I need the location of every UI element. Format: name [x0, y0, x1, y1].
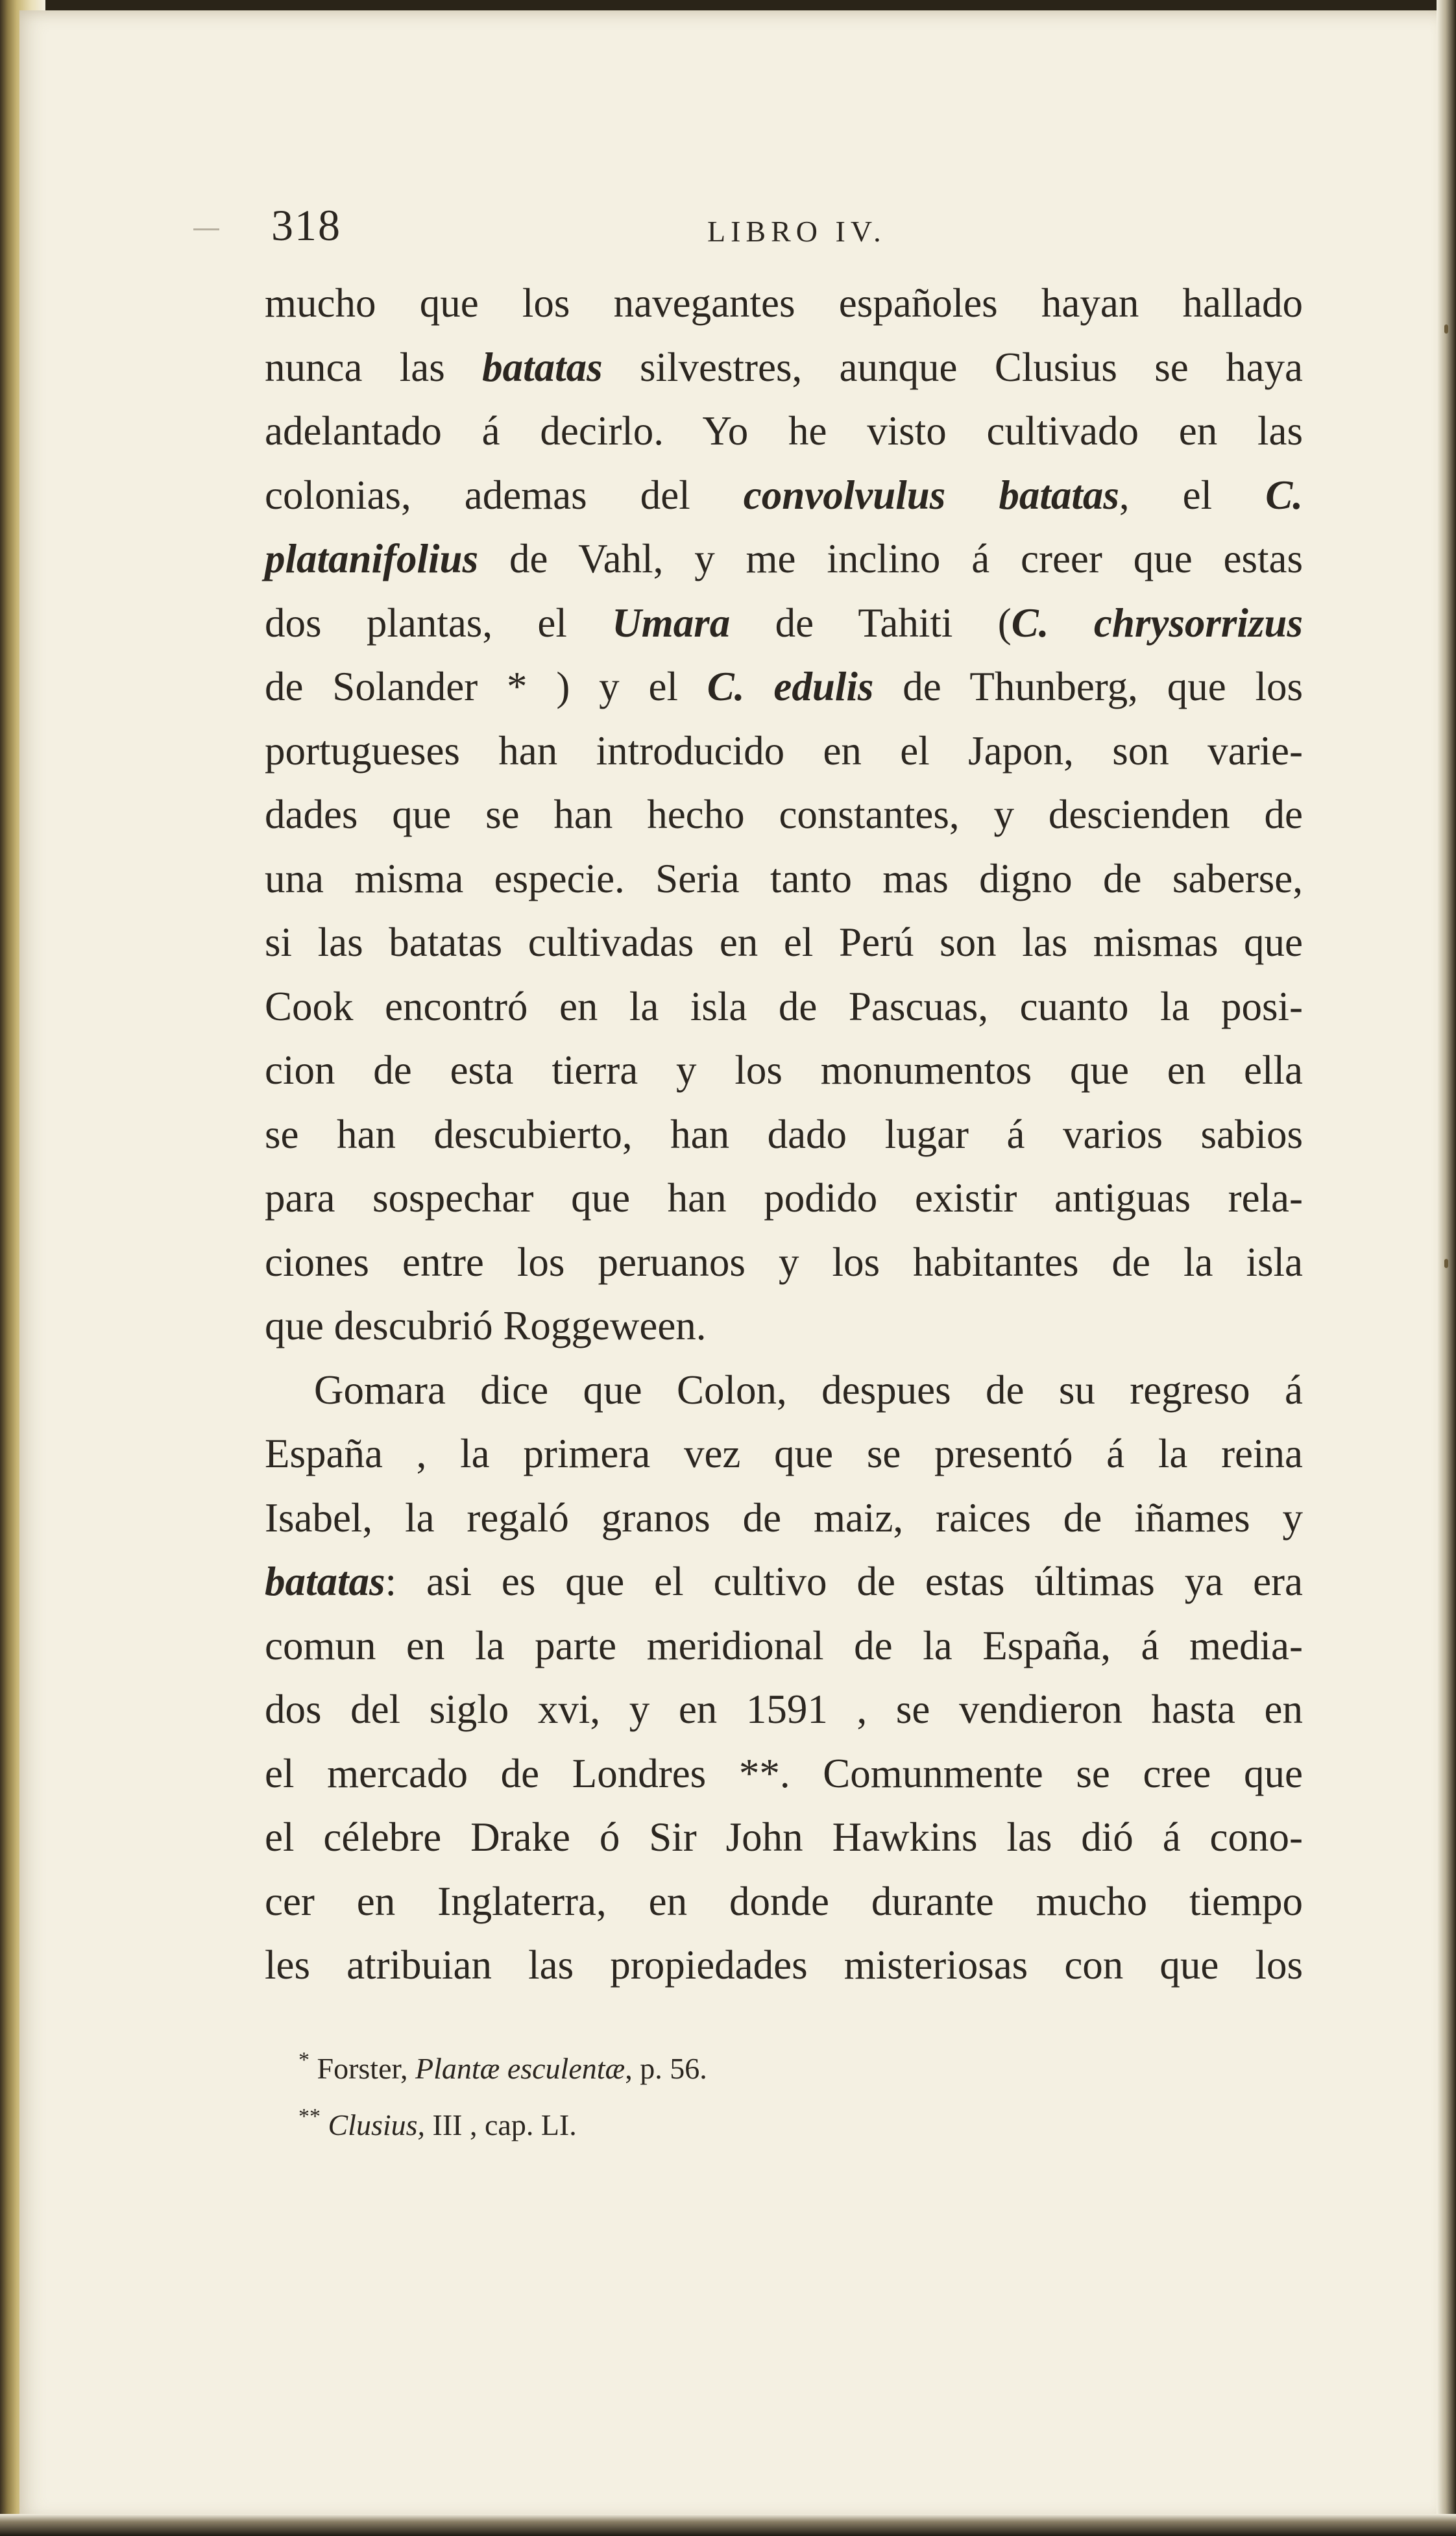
text-run: el célebre Drake ó Sir John Hawkins las dió á cono- [265, 1814, 1303, 1860]
text-run: si las batatas cultivadas en el Perú son las mismas que [265, 920, 1303, 965]
text-line [265, 1677, 1303, 1742]
text-run: ciones entre los peruanos y los habitantes de la isla [265, 1239, 1303, 1285]
text-run: les atribuian las propiedades misteriosas con que los [265, 1942, 1303, 1988]
text-run: portugueses han introducido en el Japon, son varie- [265, 727, 1303, 774]
text-line [265, 783, 1303, 847]
text-line [265, 1294, 1303, 1358]
text-line [265, 1230, 1303, 1295]
ink-speck [1444, 1259, 1448, 1268]
footnote-text: III , cap. LI. [425, 2108, 577, 2141]
text-run: nunca las [265, 344, 483, 390]
text-line [265, 527, 1303, 591]
text-run: que descubrió Roggeween. [265, 1303, 707, 1348]
text-run: , el [1119, 472, 1266, 518]
text-run: de Tahiti ( [730, 600, 1012, 646]
footnote-text: , p. 56. [625, 2052, 707, 2085]
text-line [265, 1038, 1303, 1103]
text-line [265, 1614, 1303, 1678]
text-run: España , la primera vez que se presentó á la reina [265, 1431, 1303, 1476]
text-line [265, 719, 1303, 783]
text-run: de Vahl, y me inclino á creer que estas [478, 536, 1303, 581]
page-bottom-edge [0, 2514, 1456, 2536]
text-run: una misma especie. Seria tanto mas digno de saberse, [265, 855, 1303, 901]
italic-term: C. edulis [707, 664, 874, 709]
text-line [265, 591, 1303, 655]
text-line [265, 1805, 1303, 1870]
italic-term: batatas [482, 344, 603, 390]
text-line [265, 335, 1303, 400]
text-line [265, 271, 1303, 335]
italic-term: C. [1265, 472, 1303, 518]
text-line [265, 1870, 1303, 1934]
text-run: el mercado de Londres **. Comunmente se cree que [265, 1750, 1303, 1796]
page-number: 318 [271, 201, 341, 250]
text-run: para sospechar que han podido existir antiguas rela- [265, 1175, 1303, 1221]
text-run: dades que se han hecho constantes, y descienden de [265, 792, 1303, 837]
text-run: cer en Inglaterra, en donde durante mucho tiempo [265, 1878, 1303, 1924]
footnote-mark: * [298, 2048, 309, 2072]
text-run: comun en la parte meridional de la España, á media- [265, 1622, 1303, 1668]
text-run: mucho que los navegantes españoles hayan hallado [265, 280, 1303, 326]
italic-term: C. chrysorrizus [1011, 600, 1303, 646]
footnotes [298, 2036, 1272, 2149]
text-run: adelantado á decirlo. Yo he visto cultivado en las [265, 408, 1303, 454]
italic-term: platanifolius [265, 536, 479, 581]
footnote-italic: Plantæ esculentæ [415, 2052, 625, 2085]
text-run: colonias, ademas del [265, 472, 744, 518]
margin-dash [193, 228, 219, 230]
text-line [265, 399, 1303, 463]
text-run: Gomara dice que Colon, despues de su regreso á [314, 1367, 1303, 1413]
text-line [265, 1550, 1303, 1614]
italic-term: convolvulus batatas [743, 472, 1119, 518]
text-line [265, 1486, 1303, 1550]
italic-term: Umara [612, 600, 731, 646]
italic-term: batatas [265, 1559, 385, 1604]
text-line [265, 1933, 1303, 1997]
text-line [265, 655, 1303, 719]
footnote [298, 2036, 1272, 2093]
page-right-edge [1437, 0, 1456, 2536]
text-run: de Thunberg, que los [873, 664, 1304, 709]
text-run: dos plantas, el [265, 600, 613, 646]
book-section-title: LIBRO IV. [707, 215, 886, 248]
footnote-italic: Clusius, [328, 2108, 426, 2141]
running-head [271, 200, 1309, 271]
text-line [265, 847, 1303, 911]
text-run: cion de esta tierra y los monumentos que en ella [265, 1047, 1303, 1093]
footnote [298, 2093, 1272, 2149]
text-line [265, 1103, 1303, 1167]
text-run: de Solander * ) y el [265, 664, 707, 709]
text-run: dos del siglo xvi, y en 1591 , se vendieron hasta en [265, 1687, 1303, 1732]
text-line [265, 1358, 1303, 1422]
text-run: Cook encontró en la isla de Pascuas, cuanto la posi- [265, 983, 1303, 1029]
text-run: : asi es que el cultivo de estas últimas ya era [385, 1559, 1303, 1604]
text-run: se han descubierto, han dado lugar á varios sabios [265, 1111, 1303, 1157]
ink-speck [1444, 324, 1448, 334]
text-line [265, 910, 1303, 975]
body-text [265, 271, 1303, 1997]
text-line [265, 463, 1303, 528]
text-line [265, 975, 1303, 1039]
footnote-text: Forster, [309, 2052, 415, 2085]
footnote-text [321, 2108, 328, 2141]
text-run: silvestres, aunque Clusius se haya [602, 344, 1303, 390]
text-line [265, 1422, 1303, 1486]
text-line [265, 1166, 1303, 1230]
text-line [265, 1742, 1303, 1806]
footnote-mark: ** [298, 2104, 321, 2128]
text-run: Isabel, la regaló granos de maiz, raices de iñames y [265, 1494, 1303, 1541]
